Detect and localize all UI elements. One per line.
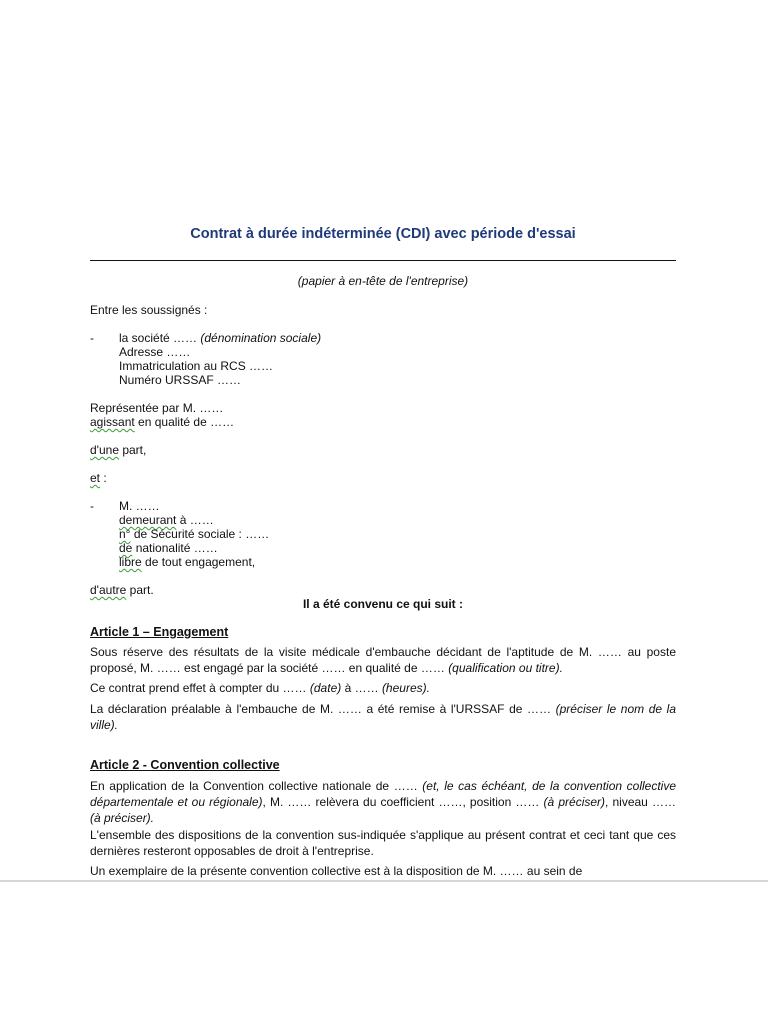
nationalite-word: de — [119, 541, 133, 555]
immat-line: Immatriculation au RCS …… — [119, 359, 274, 373]
agissant-line — [90, 415, 234, 429]
article2-p1-e: , niveau …… — [605, 795, 676, 809]
et-word: et — [90, 471, 101, 485]
article1-paragraph-2 — [90, 680, 676, 696]
societe-text: la société …… — [119, 331, 201, 345]
dautre-line — [90, 583, 154, 597]
title-rule — [90, 260, 676, 261]
article2-p1-f: (à préciser). — [90, 811, 155, 825]
demeurant-word: demeurant — [119, 513, 177, 527]
secu-rest: de Sécurité sociale : …… — [130, 527, 270, 541]
salarie-m-line: M. …… — [119, 499, 160, 513]
urssaf-line: Numéro URSSAF …… — [119, 373, 242, 387]
agissant-word: agissant — [90, 415, 135, 429]
article1-p1-text: Sous réserve des résultats de la visite médicale d'embauche décidant de l'aptitude de M. …… au poste proposé, M. …… est engagé par la société …… en qualité de …… — [90, 645, 676, 675]
dautre-rest: part. — [126, 583, 154, 597]
article1-heading: Article 1 – Engagement — [90, 625, 229, 639]
nationalite-line — [119, 541, 218, 555]
secu-line — [119, 527, 269, 541]
article1-p2-b: (date) — [309, 681, 342, 695]
adresse-line: Adresse …… — [119, 345, 191, 359]
dune-word: d'une — [90, 443, 119, 457]
secu-word: n° — [119, 527, 131, 541]
article1-p3-italic: (préciser le nom de la ville). — [90, 702, 676, 732]
nationalite-rest: nationalité …… — [132, 541, 218, 555]
entre-line: Entre les soussignés : — [90, 303, 208, 317]
demeurant-line — [119, 513, 214, 527]
page-bottom-edge — [0, 880, 768, 882]
libre-word: libre — [119, 555, 142, 569]
article1-paragraph-3 — [90, 701, 676, 733]
represente-line: Représentée par M. …… — [90, 401, 224, 415]
letterhead-note: (papier à en-tête de l'entreprise) — [297, 274, 469, 288]
bullet-dash-2: - — [90, 499, 94, 513]
article1-p2-d: (heures). — [381, 681, 430, 695]
article2-p1-d: (à préciser) — [543, 795, 606, 809]
dune-line — [90, 443, 146, 457]
article2-paragraph-3: Un exemplaire de la présente convention collective est à la disposition de M. …… au sein de — [90, 864, 583, 878]
libre-line — [119, 555, 255, 569]
article2-heading: Article 2 - Convention collective — [90, 758, 280, 772]
article1-p2-a: Ce contrat prend effet à compter du …… — [90, 681, 310, 695]
dautre-word: d'autre — [90, 583, 127, 597]
article1-p3-text: La déclaration préalable à l'embauche de M. …… a été remise à l'URSSAF de …… — [90, 702, 556, 716]
article2-paragraph-1 — [90, 778, 676, 826]
document-title: Contrat à durée indéterminée (CDI) avec période d'essai — [190, 226, 576, 242]
dune-rest: part, — [119, 443, 147, 457]
article2-p1-b: (et, le cas échéant, de la convention collective départementale et ou régionale) — [90, 779, 676, 809]
agissant-rest: en qualité de …… — [134, 415, 235, 429]
societe-italic: (dénomination sociale) — [200, 331, 322, 345]
article2-p1-c: , M. …… relèvera du coefficient ……, position …… — [262, 795, 544, 809]
article1-paragraph-1 — [90, 644, 676, 676]
libre-rest: de tout engagement, — [141, 555, 256, 569]
bullet-dash-1: - — [90, 331, 94, 345]
convenu-line: Il a été convenu ce qui suit : — [302, 597, 464, 611]
article2-p1-a: En application de la Convention collective nationale de …… — [90, 779, 423, 793]
article2-paragraph-2: L'ensemble des dispositions de la convention sus-indiquée s'applique au présent contrat et ceci tant que ces dernières resteront opposables de droit à l'entreprise. — [90, 828, 676, 858]
et-rest: : — [100, 471, 107, 485]
article1-p2-c: à …… — [341, 681, 382, 695]
article1-p1-italic: (qualification ou titre). — [448, 661, 563, 675]
et-line — [90, 471, 107, 485]
demeurant-rest: à …… — [176, 513, 214, 527]
societe-line — [119, 331, 321, 345]
